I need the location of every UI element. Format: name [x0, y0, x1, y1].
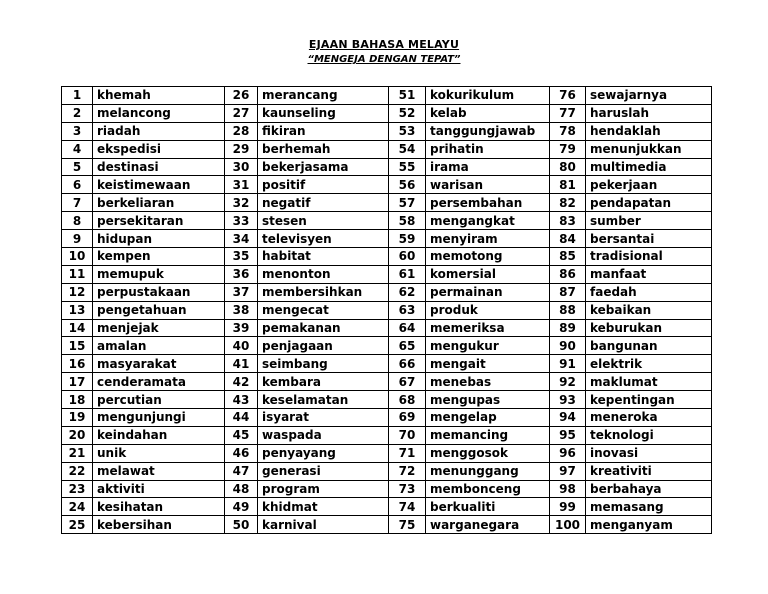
word-cell: menyiram	[426, 230, 550, 248]
word-number: 23	[62, 480, 93, 498]
table-row	[62, 194, 712, 212]
word-cell: masyarakat	[93, 355, 225, 373]
word-cell: keindahan	[93, 426, 225, 444]
word-number: 52	[389, 104, 426, 122]
document-title: EJAAN BAHASA MELAYU	[308, 38, 460, 51]
word-cell: ekspedisi	[93, 140, 225, 158]
word-number: 61	[389, 265, 426, 283]
word-number: 45	[225, 426, 258, 444]
word-cell: berbahaya	[586, 480, 712, 498]
word-cell: destinasi	[93, 158, 225, 176]
word-table	[61, 86, 712, 534]
word-cell: mengecat	[258, 301, 389, 319]
word-number: 73	[389, 480, 426, 498]
word-number: 85	[550, 248, 586, 266]
table-row	[62, 319, 712, 337]
word-number: 15	[62, 337, 93, 355]
word-number: 55	[389, 158, 426, 176]
word-number: 1	[62, 87, 93, 105]
word-cell: isyarat	[258, 409, 389, 427]
table-row	[62, 426, 712, 444]
word-cell: irama	[426, 158, 550, 176]
word-cell: menunggang	[426, 462, 550, 480]
word-number: 28	[225, 122, 258, 140]
word-cell: memasang	[586, 498, 712, 516]
word-number: 20	[62, 426, 93, 444]
word-cell: warisan	[426, 176, 550, 194]
word-number: 84	[550, 230, 586, 248]
word-number: 77	[550, 104, 586, 122]
word-number: 72	[389, 462, 426, 480]
word-number: 3	[62, 122, 93, 140]
word-cell: teknologi	[586, 426, 712, 444]
word-number: 29	[225, 140, 258, 158]
word-number: 69	[389, 409, 426, 427]
word-number: 86	[550, 265, 586, 283]
table-row	[62, 265, 712, 283]
word-number: 40	[225, 337, 258, 355]
word-cell: faedah	[586, 283, 712, 301]
word-number: 81	[550, 176, 586, 194]
word-number: 48	[225, 480, 258, 498]
word-cell: mengunjungi	[93, 409, 225, 427]
word-number: 75	[389, 516, 426, 534]
word-number: 26	[225, 87, 258, 105]
table-row	[62, 158, 712, 176]
word-cell: penjagaan	[258, 337, 389, 355]
word-number: 6	[62, 176, 93, 194]
word-cell: riadah	[93, 122, 225, 140]
word-cell: aktiviti	[93, 480, 225, 498]
word-cell: kepentingan	[586, 391, 712, 409]
word-number: 33	[225, 212, 258, 230]
word-number: 8	[62, 212, 93, 230]
word-cell: meneroka	[586, 409, 712, 427]
word-cell: positif	[258, 176, 389, 194]
word-number: 98	[550, 480, 586, 498]
word-number: 64	[389, 319, 426, 337]
word-cell: karnival	[258, 516, 389, 534]
word-number: 50	[225, 516, 258, 534]
word-cell: warganegara	[426, 516, 550, 534]
word-number: 19	[62, 409, 93, 427]
word-number: 88	[550, 301, 586, 319]
word-cell: menonton	[258, 265, 389, 283]
word-number: 36	[225, 265, 258, 283]
word-cell: percutian	[93, 391, 225, 409]
word-cell: generasi	[258, 462, 389, 480]
word-cell: bangunan	[586, 337, 712, 355]
word-number: 62	[389, 283, 426, 301]
word-number: 70	[389, 426, 426, 444]
word-cell: amalan	[93, 337, 225, 355]
table-row	[62, 176, 712, 194]
word-cell: menjejak	[93, 319, 225, 337]
word-cell: memupuk	[93, 265, 225, 283]
table-row	[62, 301, 712, 319]
table-row	[62, 337, 712, 355]
word-number: 97	[550, 462, 586, 480]
word-number: 5	[62, 158, 93, 176]
word-cell: mengelap	[426, 409, 550, 427]
word-number: 99	[550, 498, 586, 516]
word-cell: pekerjaan	[586, 176, 712, 194]
word-number: 10	[62, 248, 93, 266]
word-number: 53	[389, 122, 426, 140]
table-row	[62, 391, 712, 409]
word-number: 96	[550, 444, 586, 462]
word-cell: televisyen	[258, 230, 389, 248]
word-number: 9	[62, 230, 93, 248]
word-number: 91	[550, 355, 586, 373]
word-number: 93	[550, 391, 586, 409]
table-row	[62, 87, 712, 105]
word-number: 38	[225, 301, 258, 319]
word-cell: mengangkat	[426, 212, 550, 230]
word-cell: khemah	[93, 87, 225, 105]
word-cell: menebas	[426, 373, 550, 391]
word-cell: kelab	[426, 104, 550, 122]
table-row	[62, 480, 712, 498]
word-number: 43	[225, 391, 258, 409]
word-number: 27	[225, 104, 258, 122]
word-number: 66	[389, 355, 426, 373]
word-cell: memancing	[426, 426, 550, 444]
word-number: 51	[389, 87, 426, 105]
word-number: 56	[389, 176, 426, 194]
table-row	[62, 248, 712, 266]
word-cell: kempen	[93, 248, 225, 266]
word-number: 95	[550, 426, 586, 444]
word-cell: menggosok	[426, 444, 550, 462]
word-cell: perpustakaan	[93, 283, 225, 301]
word-cell: menganyam	[586, 516, 712, 534]
word-number: 46	[225, 444, 258, 462]
table-row	[62, 140, 712, 158]
word-number: 2	[62, 104, 93, 122]
word-number: 59	[389, 230, 426, 248]
word-number: 87	[550, 283, 586, 301]
word-number: 78	[550, 122, 586, 140]
word-number: 71	[389, 444, 426, 462]
word-number: 49	[225, 498, 258, 516]
word-number: 32	[225, 194, 258, 212]
word-cell: kebaikan	[586, 301, 712, 319]
table-row	[62, 355, 712, 373]
word-cell: mengukur	[426, 337, 550, 355]
word-cell: berkualiti	[426, 498, 550, 516]
table-row	[62, 122, 712, 140]
word-cell: khidmat	[258, 498, 389, 516]
table-row	[62, 104, 712, 122]
table-row	[62, 516, 712, 534]
word-cell: prihatin	[426, 140, 550, 158]
word-cell: sumber	[586, 212, 712, 230]
word-cell: keselamatan	[258, 391, 389, 409]
word-cell: tanggungjawab	[426, 122, 550, 140]
word-cell: elektrik	[586, 355, 712, 373]
word-number: 90	[550, 337, 586, 355]
word-cell: mengupas	[426, 391, 550, 409]
word-cell: kokurikulum	[426, 87, 550, 105]
word-number: 44	[225, 409, 258, 427]
word-cell: habitat	[258, 248, 389, 266]
word-table-body	[62, 87, 712, 534]
word-cell: waspada	[258, 426, 389, 444]
word-number: 65	[389, 337, 426, 355]
word-number: 94	[550, 409, 586, 427]
word-number: 58	[389, 212, 426, 230]
word-number: 54	[389, 140, 426, 158]
word-cell: melawat	[93, 462, 225, 480]
word-cell: produk	[426, 301, 550, 319]
word-number: 100	[550, 516, 586, 534]
word-cell: inovasi	[586, 444, 712, 462]
word-cell: membersihkan	[258, 283, 389, 301]
table-row	[62, 283, 712, 301]
word-cell: multimedia	[586, 158, 712, 176]
word-cell: melancong	[93, 104, 225, 122]
word-number: 83	[550, 212, 586, 230]
word-cell: hidupan	[93, 230, 225, 248]
word-number: 47	[225, 462, 258, 480]
word-cell: negatif	[258, 194, 389, 212]
word-number: 76	[550, 87, 586, 105]
word-number: 82	[550, 194, 586, 212]
word-number: 37	[225, 283, 258, 301]
word-cell: pengetahuan	[93, 301, 225, 319]
table-row	[62, 409, 712, 427]
word-cell: pendapatan	[586, 194, 712, 212]
word-cell: cenderamata	[93, 373, 225, 391]
word-cell: menunjukkan	[586, 140, 712, 158]
word-cell: manfaat	[586, 265, 712, 283]
word-cell: memeriksa	[426, 319, 550, 337]
word-cell: komersial	[426, 265, 550, 283]
word-cell: fikiran	[258, 122, 389, 140]
word-cell: kreativiti	[586, 462, 712, 480]
word-number: 41	[225, 355, 258, 373]
word-cell: program	[258, 480, 389, 498]
word-cell: penyayang	[258, 444, 389, 462]
word-number: 63	[389, 301, 426, 319]
word-cell: kesihatan	[93, 498, 225, 516]
word-cell: kaunseling	[258, 104, 389, 122]
word-cell: membonceng	[426, 480, 550, 498]
table-row	[62, 444, 712, 462]
word-number: 13	[62, 301, 93, 319]
word-cell: maklumat	[586, 373, 712, 391]
word-cell: persembahan	[426, 194, 550, 212]
word-cell: keburukan	[586, 319, 712, 337]
word-cell: permainan	[426, 283, 550, 301]
word-cell: seimbang	[258, 355, 389, 373]
word-cell: hendaklah	[586, 122, 712, 140]
table-row	[62, 498, 712, 516]
word-number: 12	[62, 283, 93, 301]
word-cell: mengait	[426, 355, 550, 373]
word-number: 60	[389, 248, 426, 266]
word-cell: kebersihan	[93, 516, 225, 534]
word-number: 30	[225, 158, 258, 176]
word-number: 4	[62, 140, 93, 158]
table-row	[62, 373, 712, 391]
word-number: 79	[550, 140, 586, 158]
word-number: 24	[62, 498, 93, 516]
word-cell: persekitaran	[93, 212, 225, 230]
word-number: 18	[62, 391, 93, 409]
word-number: 34	[225, 230, 258, 248]
word-cell: sewajarnya	[586, 87, 712, 105]
word-number: 92	[550, 373, 586, 391]
word-number: 31	[225, 176, 258, 194]
word-number: 68	[389, 391, 426, 409]
word-number: 67	[389, 373, 426, 391]
word-cell: bekerjasama	[258, 158, 389, 176]
word-number: 14	[62, 319, 93, 337]
table-row	[62, 212, 712, 230]
word-number: 39	[225, 319, 258, 337]
document-subtitle: “MENGEJA DENGAN TEPAT”	[307, 54, 461, 65]
word-number: 25	[62, 516, 93, 534]
word-number: 17	[62, 373, 93, 391]
word-number: 16	[62, 355, 93, 373]
word-cell: haruslah	[586, 104, 712, 122]
word-number: 57	[389, 194, 426, 212]
word-cell: memotong	[426, 248, 550, 266]
word-cell: stesen	[258, 212, 389, 230]
word-number: 21	[62, 444, 93, 462]
word-number: 35	[225, 248, 258, 266]
table-row	[62, 462, 712, 480]
word-cell: berhemah	[258, 140, 389, 158]
word-cell: pemakanan	[258, 319, 389, 337]
word-number: 11	[62, 265, 93, 283]
word-cell: bersantai	[586, 230, 712, 248]
word-cell: tradisional	[586, 248, 712, 266]
word-number: 74	[389, 498, 426, 516]
table-row	[62, 230, 712, 248]
word-cell: unik	[93, 444, 225, 462]
word-cell: merancang	[258, 87, 389, 105]
word-number: 80	[550, 158, 586, 176]
word-cell: kembara	[258, 373, 389, 391]
word-cell: berkeliaran	[93, 194, 225, 212]
word-number: 42	[225, 373, 258, 391]
word-number: 7	[62, 194, 93, 212]
word-cell: keistimewaan	[93, 176, 225, 194]
word-number: 89	[550, 319, 586, 337]
word-number: 22	[62, 462, 93, 480]
